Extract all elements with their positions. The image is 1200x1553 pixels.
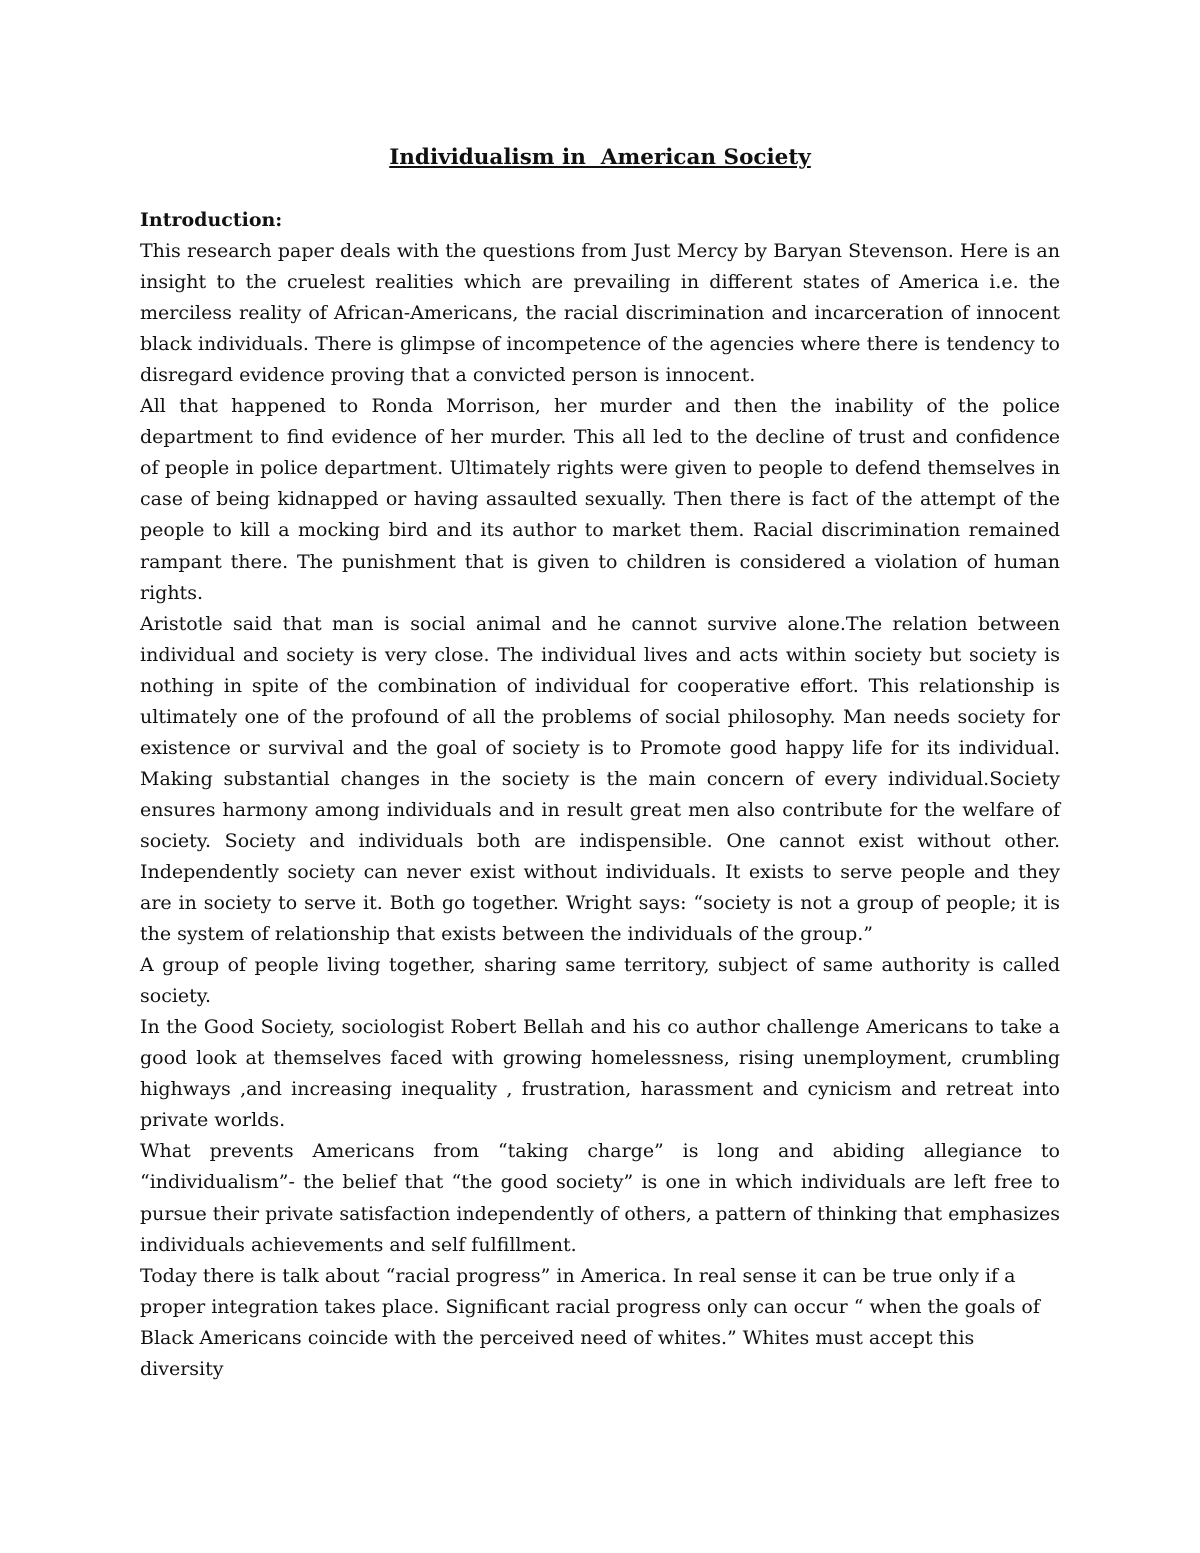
paragraph-individualism: What prevents Americans from “taking charge” is long and abiding allegiance to “individualism”- the belief that “the good society” is one in which individuals are left free to pursue their private satisfaction independently of others, a pattern of thinking that emphasizes individuals achievements and self fulfillment. bbox=[140, 1140, 1060, 1256]
paragraph-society-definition: A group of people living together, sharing same territory, subject of same authority is called society. bbox=[140, 954, 1060, 1008]
paragraph-just-mercy: This research paper deals with the questions from Just Mercy by Baryan Stevenson. Here is an insight to the cruelest realities which are prevailing in different states of America i.e. the merciless reality of African-Americans, the racial discrimination and incarceration of innocent black individuals. There is glimpse of incompetence of the agencies where there is tendency to disregard evidence proving that a convicted person is innocent. bbox=[140, 240, 1060, 387]
paragraph-aristotle: Aristotle said that man is social animal and he cannot survive alone.The relation between individual and society is very close. The individual lives and acts within society but society is nothing in spite of the combination of individual for cooperative effort. This relationship is ultimately one of the profound of all the problems of social philosophy. Man needs society for existence or survival and the goal of society is to Promote good happy life for its individual. Making substantial changes in the society is the main concern of every individual.Society ensures harmony among individuals and in result great men also contribute for the welfare of society. Society and individuals both are indispensible. One cannot exist without other. Independently society can never exist without individuals. It exists to serve people and they are in society to serve it. Both go together. Wright says: “society is not a group of people; it is the system of relationship that exists between the individuals of the group.” bbox=[140, 612, 1060, 946]
paragraph-good-society: In the Good Society, sociologist Robert Bellah and his co author challenge Americans to take a good look at themselves faced with growing homelessness, rising unemployment, crumbling highways ,and increasing inequality , frustration, harassment and cynicism and retreat into private worlds. bbox=[140, 1016, 1060, 1132]
paragraph-racial-progress: Today there is talk about “racial progress” in America. In real sense it can be true only if a proper integration takes place. Significant racial progress only can occur “ when the goals of Black Americans coincide with the perceived need of whites.” Whites must accept this diversity bbox=[140, 1264, 1040, 1380]
paragraph-ronda-morrison: All that happened to Ronda Morrison, her murder and then the inability of the police department to find evidence of her murder. This all led to the decline of trust and confidence of people in police department. Ultimately rights were given to people to defend themselves in case of being kidnapped or having assaulted sexually. Then there is fact of the attempt of the people to kill a mocking bird and its author to market them. Racial discrimination remained rampant there. The punishment that is given to children is considered a violation of human rights. bbox=[140, 395, 1060, 604]
section-heading-introduction: Introduction: bbox=[140, 209, 283, 231]
page-title: Individualism in American Society bbox=[389, 145, 811, 170]
document-body bbox=[140, 205, 1060, 1385]
